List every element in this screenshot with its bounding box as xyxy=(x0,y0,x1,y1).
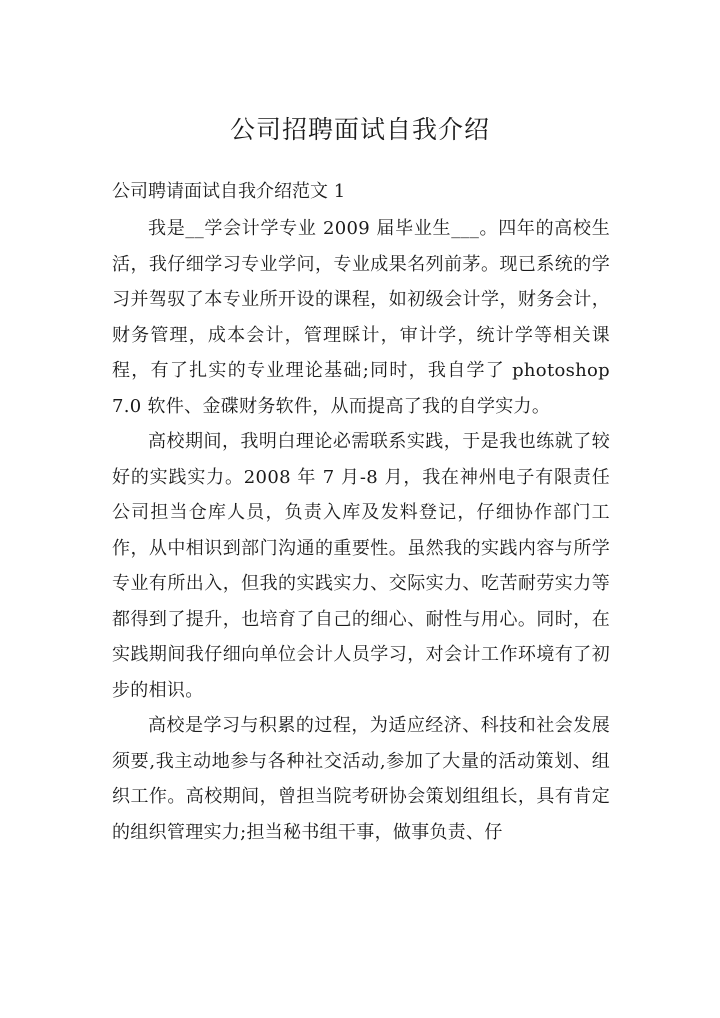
document-body xyxy=(112,211,610,850)
paragraph-1: 我是__学会计学专业 2009 届毕业生___。四年的高校生活，我仔细学习专业学问，专业成果名列前茅。现已系统的学习并驾驭了本专业所开设的课程，如初级会计学，财务会计，财务管理，成本会计，管理睬计，审计学，统计学等相关课程，有了扎实的专业理论基础;同时，我自学了 photoshop 7.0 软件、金碟财务软件，从而提高了我的自学实力。 xyxy=(112,218,610,417)
paragraph-2: 高校期间，我明白理论必需联系实践，于是我也练就了较好的实践实力。2008 年 7 月-8 月，我在神州电子有限责任公司担当仓库人员，负责入库及发料登记，仔细协作部门工作，从中相识到部门沟通的重要性。虽然我的实践内容与所学专业有所出入，但我的实践实力、交际实力、吃苦耐劳实力等都得到了提升，也培育了自己的细心、耐性与用心。同时，在实践期间我仔细向单位会计人员学习，对会计工作环境有了初步的相识。 xyxy=(112,431,610,701)
document-subtitle: 公司聘请面试自我介绍范文 1 xyxy=(112,181,346,202)
document-title: 公司招聘面试自我介绍 xyxy=(229,115,490,144)
paragraph-3: 高校是学习与积累的过程，为适应经济、科技和社会发展须要,我主动地参与各种社交活动,参加了大量的活动策划、组织工作。高校期间，曾担当院考研协会策划组组长，具有肯定的组织管理实力;担当秘书组干事，做事负责、仔 xyxy=(112,715,610,843)
